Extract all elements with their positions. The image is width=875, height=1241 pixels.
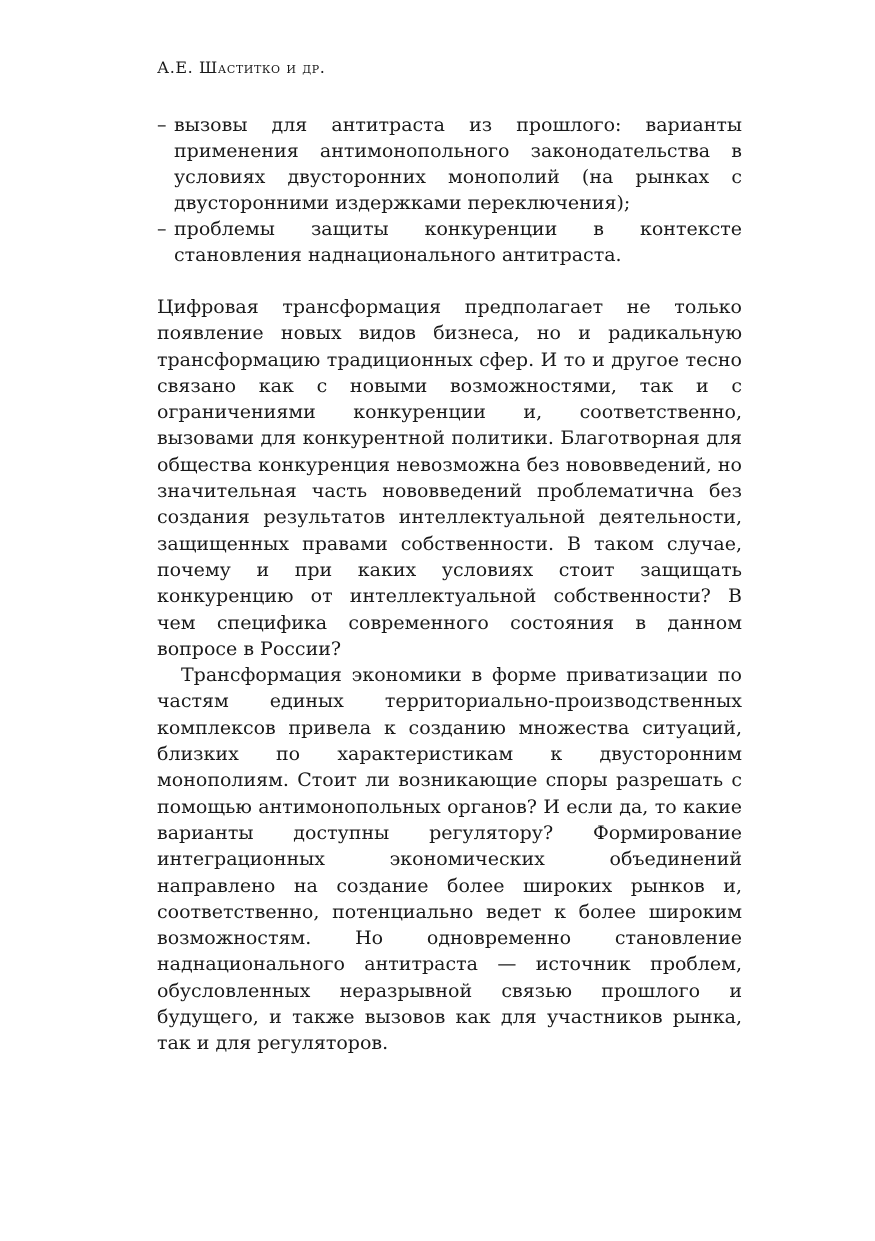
section-gap: [157, 268, 742, 294]
paragraph: Цифровая трансформация предполагает не только появление новых видов бизнеса, но и радикальную трансформацию традиционных сфер. И то и другое тесно связано как с новыми возможностями, так и с ограничениями конкуренции и, соответственно, вызовами для конкурентной политики. Благотворная для общества конкуренция невозможна без нововведений, но значительная часть нововведений проблематична без создания результатов интеллектуальной деятельности, защищенных правами собственности. В таком случае, почему и при каких условиях стоит защищать конкуренцию от интеллектуальной собственности? В чем специфика современного состояния в данном вопросе в России?: [157, 296, 742, 660]
running-head: А.Е. Шаститко и др.: [157, 58, 326, 77]
book-page: [157, 58, 742, 1057]
list-item-text: вызовы для антитраста из прошлого: варианты применения антимонопольного законодательства в условиях двусторонних монополий (на рынках с двусторонними издержками переключения);: [174, 114, 742, 214]
list-item-text: проблемы защиты конкуренции в контексте становления наднационального антитраста.: [174, 218, 742, 266]
bullet-list: [157, 112, 742, 268]
list-dash: –: [157, 218, 167, 240]
list-item: [157, 216, 742, 268]
list-item: [157, 112, 742, 216]
list-dash: –: [157, 114, 167, 136]
paragraph: Трансформация экономики в форме приватизации по частям единых территориально-производственных комплексов привела к созданию множества ситуаций, близких по характеристикам к двусторонним монополиям. Стоит ли возникающие споры разрешать с помощью антимонопольных органов? И если да, то какие варианты доступны регулятору? Формирование интеграционных экономических объединений направлено на создание более широких рынков и, соответственно, потенциально ведет к более широким возможностям. Но одновременно становление наднационального антитраста — источник проблем, обусловленных неразрывной связью прошлого и будущего, и также вызовов как для участников рынка, так и для регуляторов.: [157, 664, 742, 1055]
